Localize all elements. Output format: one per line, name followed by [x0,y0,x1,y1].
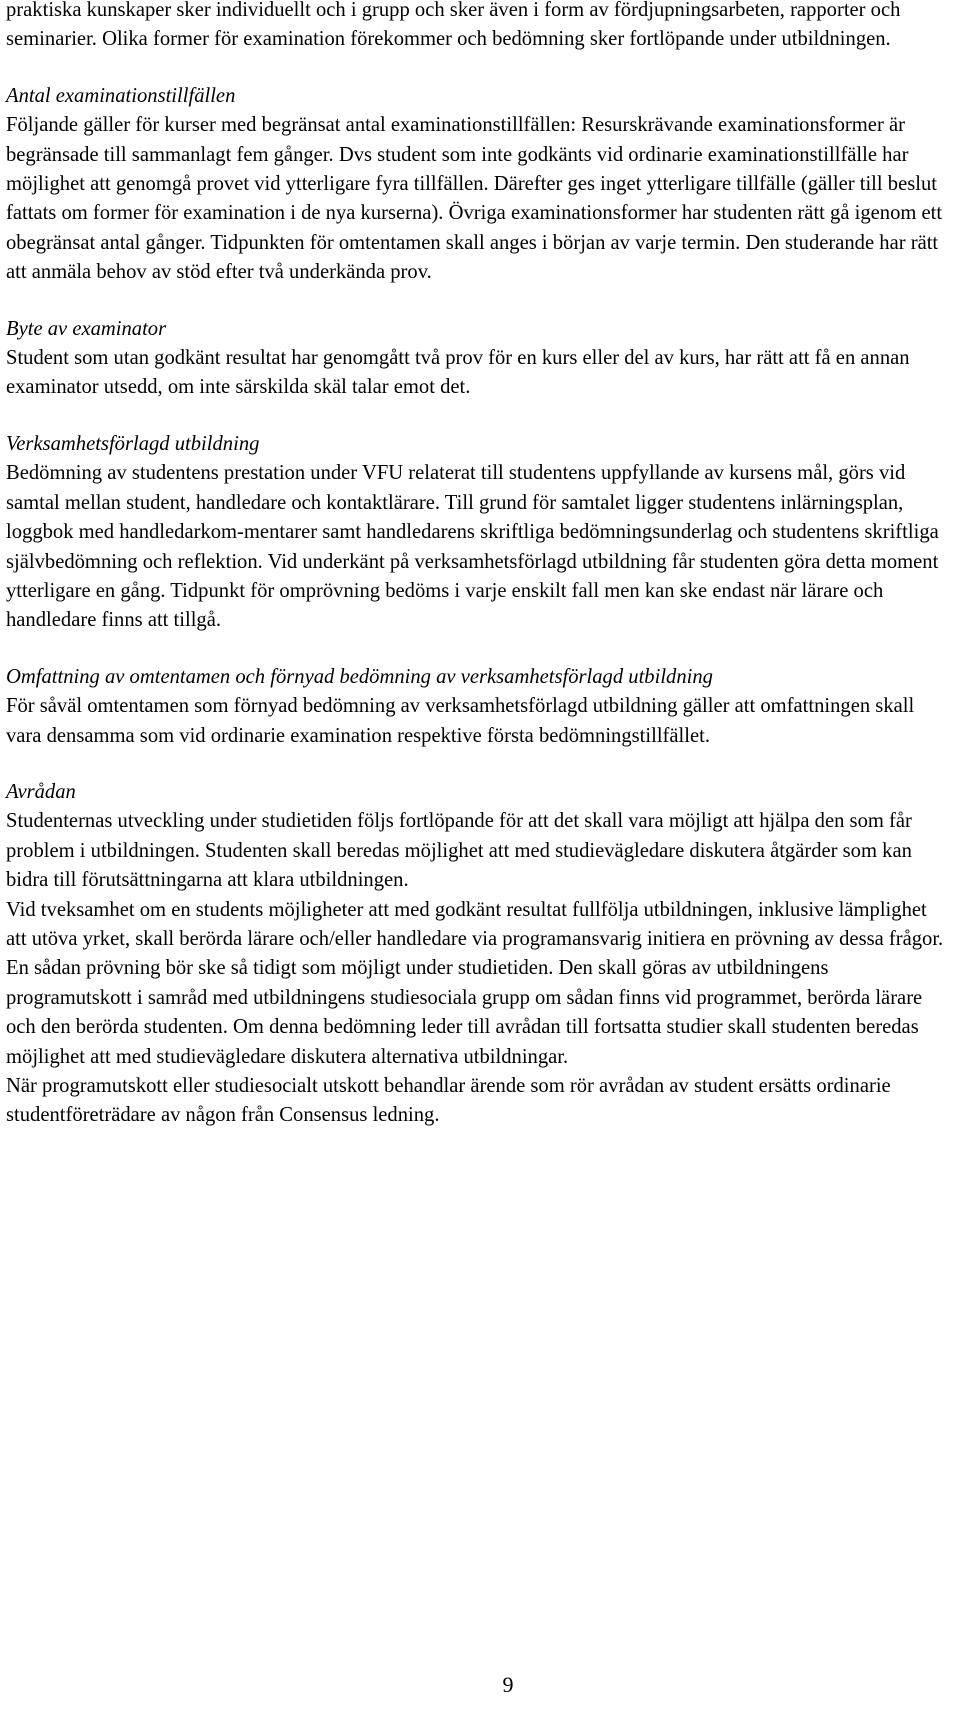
section-heading-omfattning: Omfattning av omtentamen och förnyad bedömning av verksamhetsförlagd utbildning [6,665,713,688]
intro-paragraph: praktiska kunskaper sker individuellt och i grupp och sker även i form av fördjupningsarbeten, rapporter och seminarier. Olika former för examination förekommer och bedömning sker fortlöpande under utbildningen. [6,0,901,51]
section-heading-vfu: Verksamhetsförlagd utbildning [6,432,260,455]
section-heading-antal: Antal examinationstillfällen [6,84,236,107]
spacer [6,288,946,315]
section-heading-avradan: Avrådan [6,780,76,803]
page-number: 9 [502,1672,514,1697]
spacer [6,636,946,663]
byte-paragraph: Student som utan godkänt resultat har genomgått två prov för en kurs eller del av kurs, har rätt att få en annan examinator utsedd, om inte särskilda skäl talar emot det. [6,347,910,399]
avradan-paragraph-2: Vid tveksamhet om en students möjligheter att med godkänt resultat fullfölja utbildningen, inklusive lämplighet att utöva yrket, skall berörda lärare och/eller handledare via programansvarig initiera en prövning av dessa frågor. En sådan prövning bör ske så tidigt som möjligt under studietiden. Den skall göras av utbildningens programutskott i samråd med utbildningens studiesociala grupp om sådan finns vid programmet, berörda lärare och den berörda studenten. Om denna bedömning leder till avrådan till fortsatta studier skall studenten beredas möjlighet att med studievägledare diskutera alternativa utbildningar. [6,898,944,1068]
section-heading-byte: Byte av examinator [6,317,167,340]
vfu-paragraph: Bedömning av studentens prestation under VFU relaterat till studentens uppfyllande av kursens mål, görs vid samtal mellan student, handledare och kontaktlärare. Till grund för samtalet ligger studentens inlärningsplan, loggbok med handledarkom-mentarer samt handledarens skriftliga bedömningsunderlag och studentens skriftliga självbedömning och reflektion. Vid underkänt på verksamhetsförlagd utbildning får studenten göra detta moment ytterligare en gång. Tidpunkt för omprövning bedöms i varje enskilt fall men kan ske endast när lärare och handledare finns att tillgå. [6,462,939,632]
document-body [6,0,946,1131]
spacer [6,55,946,82]
avradan-paragraph-1: Studenternas utveckling under studietiden följs fortlöpande för att det skall vara möjligt att hjälpa den som får problem i utbildningen. Studenten skall beredas möjlighet att med studievägledare diskutera åtgärder som kan bidra till förutsättningarna att klara utbildningen. [6,810,912,892]
spacer [6,751,946,778]
avradan-paragraph-3: När programutskott eller studiesocialt utskott behandlar ärende som rör avrådan av student ersätts ordinarie studentföreträdare av någon från Consensus ledning. [6,1075,891,1127]
omfattning-paragraph: För såväl omtentamen som förnyad bedömning av verksamhetsförlagd utbildning gäller att omfattningen skall vara densamma som vid ordinarie examination respektive första bedömningstillfället. [6,695,915,747]
spacer [6,403,946,430]
antal-paragraph: Följande gäller för kurser med begränsat antal examinationstillfällen: Resurskrävande examinationsformer är begränsade till sammanlagt fem gånger. Dvs student som inte godkänts vid ordinarie examinationstillfälle har möjlighet att genomgå provet vid ytterligare fyra tillfällen. Därefter ges inget ytterligare tillfälle (gäller till beslut fattats om former för examination i de nya kurserna). Övriga examinationsformer har studenten rätt gå igenom ett obegränsat antal gånger. Tidpunkten för omtentamen skall anges i början av varje termin. Den studerande har rätt att anmäla behov av stöd efter två underkända prov. [6,114,943,284]
